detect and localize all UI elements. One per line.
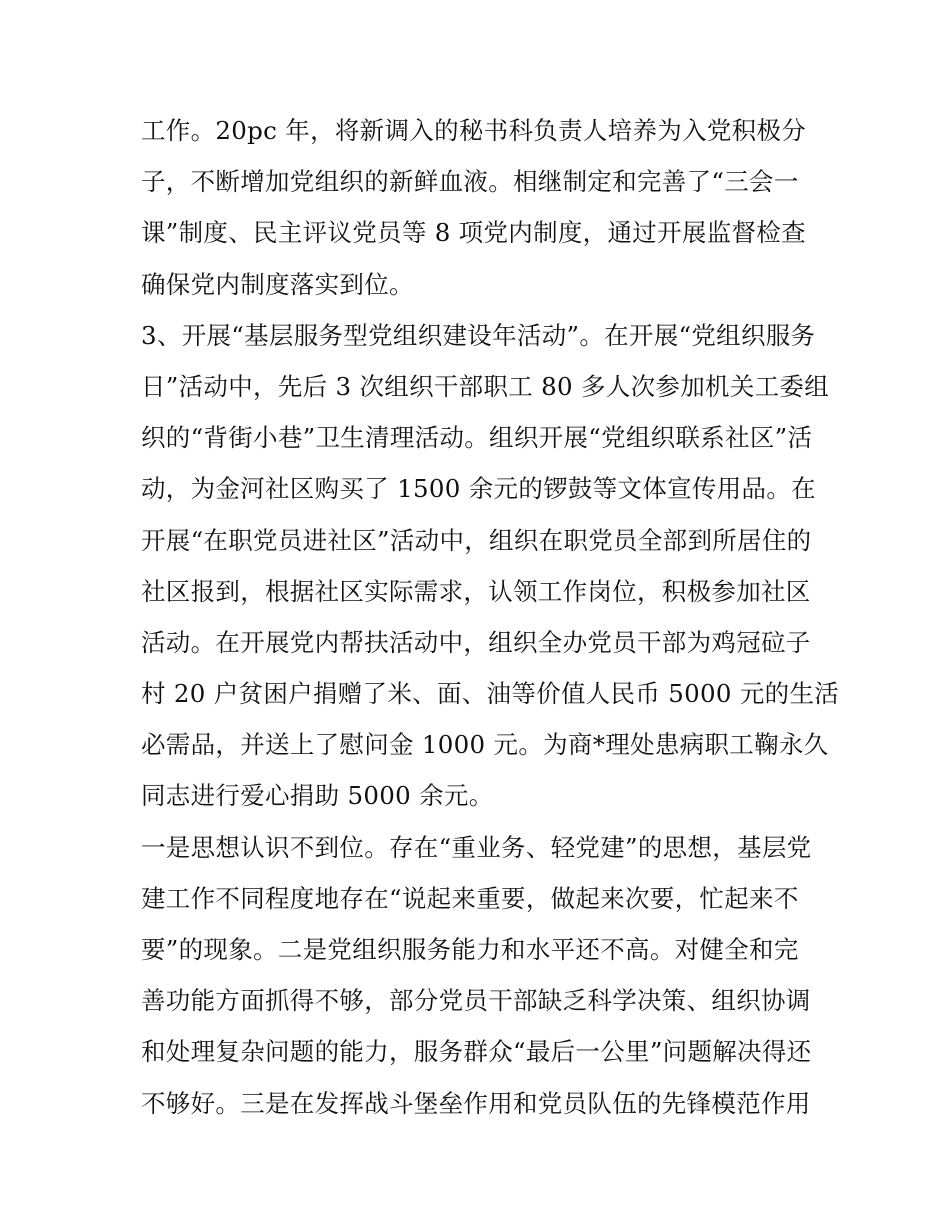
text-line: 必需品，并送上了慰问金 1000 元。为商*理处患病职工鞠永久 bbox=[141, 730, 829, 760]
text-line: 确保党内制度落实到位。 bbox=[141, 269, 414, 299]
text-line: 和处理复杂问题的能力，服务群众“最后一公里”问题解决得还 bbox=[141, 1037, 812, 1067]
text-line: 建工作不同程度地存在“说起来重要，做起来次要，忙起来不 bbox=[141, 883, 799, 913]
text-line: 课”制度、民主评议党员等 8 项党内制度，通过开展监督检查 bbox=[141, 218, 806, 248]
text-line: 同志进行爱心捐助 5000 余元。 bbox=[141, 781, 494, 811]
text-line: 要”的现象。二是党组织服务能力和水平还不高。对健全和完 bbox=[141, 935, 799, 964]
text-line: 村 20 户贫困户捐赠了米、面、油等价值人民币 5000 元的生活 bbox=[141, 679, 840, 709]
text-line: 子，不断增加党组织的新鲜血液。相继制定和完善了“三会一 bbox=[141, 167, 799, 197]
text-line: 不够好。三是在发挥战斗堡垒作用和党员队伍的先锋模范作用 bbox=[141, 1088, 811, 1118]
text-line: 3、开展“基层服务型党组织建设年活动”。在开展“党组织服务 bbox=[141, 320, 816, 350]
text-line: 社区报到，根据社区实际需求，认领工作岗位，积极参加社区 bbox=[141, 576, 811, 606]
text-line: 一是思想认识不到位。存在“重业务、轻党建”的思想，基层党 bbox=[141, 832, 812, 862]
text-line: 织的“背街小巷”卫生清理活动。组织开展“党组织联系社区”活 bbox=[141, 423, 813, 453]
body-text bbox=[141, 105, 840, 1129]
text-line: 善功能方面抓得不够，部分党员干部缺乏科学决策、组织协调 bbox=[141, 986, 811, 1016]
text-line: 日”活动中，先后 3 次组织干部职工 80 多人次参加机关工委组 bbox=[141, 371, 830, 401]
text-line: 动，为金河社区购买了 1500 余元的锣鼓等文体宣传用品。在 bbox=[141, 474, 816, 504]
text-line: 活动。在开展党内帮扶活动中，组织全办党员干部为鸡冠砬子 bbox=[141, 627, 811, 657]
text-line: 工作。20pc 年，将新调入的秘书科负责人培养为入党积极分 bbox=[141, 116, 807, 145]
text-line: 开展“在职党员进社区”活动中，组织在职党员全部到所居住的 bbox=[141, 525, 812, 555]
